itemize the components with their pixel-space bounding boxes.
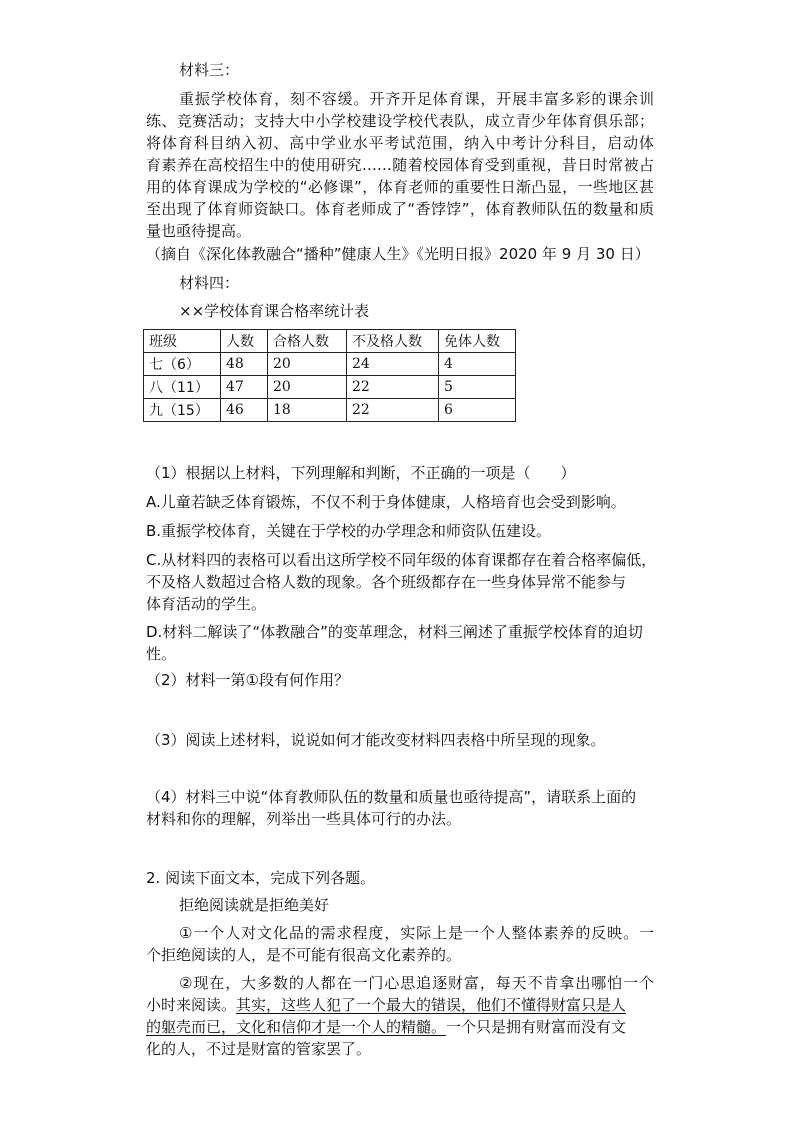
option-c-line-2: 不及格人数超过合格人数的现象。各个班级都存在一些身体异常不能参与 bbox=[146, 573, 627, 591]
pass-rate-table bbox=[143, 329, 516, 422]
material4-heading: 材料四： bbox=[179, 274, 240, 292]
table-row bbox=[144, 399, 516, 422]
column-header: 免体人数 bbox=[439, 330, 516, 353]
plain-text: 一个只是拥有财富而没有文 bbox=[446, 1018, 627, 1036]
question-2: （2）材料一第①段有何作用？ bbox=[146, 671, 349, 689]
table-cell: 20 bbox=[268, 353, 347, 376]
material3-line-1: 重振学校体育，刻不容缓。开齐开足体育课，开展丰富多彩的课余训 bbox=[179, 90, 654, 108]
question-4-line-1: （4）材料三中说“体育教师队伍的数量和质量也亟待提高”，请联系上面的 bbox=[146, 788, 637, 806]
paragraph-2-line-3 bbox=[146, 1016, 626, 1038]
option-c-line-1: C.从材料四的表格可以看出这所学校不同年级的体育课都存在着合格率偏低， bbox=[146, 551, 657, 569]
material3-line-2: 练、竞赛活动；支持大中小学校建设学校代表队，成立青少年体育俱乐部； bbox=[146, 112, 654, 130]
column-header: 班级 bbox=[144, 330, 221, 353]
plain-text: 小时来阅读。 bbox=[146, 996, 237, 1014]
underlined-text: 其实，这些人犯了一个最大的错误，他们不懂得财富只是人 bbox=[236, 996, 627, 1014]
table-cell: 20 bbox=[268, 376, 347, 399]
column-header: 不及格人数 bbox=[347, 330, 439, 353]
table-header-row bbox=[144, 330, 516, 353]
question-1: （1）根据以上材料，下列理解和判断，不正确的一项是（ ） bbox=[146, 464, 576, 482]
table-cell: 八（11） bbox=[144, 376, 221, 399]
option-d-line-1: D.材料二解读了“体教融合”的变革理念，材料三阐述了重振学校体育的迫切 bbox=[146, 623, 643, 641]
option-a: A.儿童若缺乏体育锻炼，不仅不利于身体健康，人格培育也会受到影响。 bbox=[146, 493, 626, 511]
material3-line-5: 用的体育课成为学校的“必修课”，体育老师的重要性日渐凸显，一些地区甚 bbox=[146, 178, 654, 196]
section2-instruction: 2. 阅读下面文本，完成下列各题。 bbox=[146, 869, 376, 887]
section2-title: 拒绝阅读就是拒绝美好 bbox=[179, 896, 330, 914]
table-cell: 22 bbox=[347, 399, 439, 422]
table-cell: 24 bbox=[347, 353, 439, 376]
question-3: （3）阅读上述材料，说说如何才能改变材料四表格中所呈现的现象。 bbox=[146, 731, 606, 749]
table-cell: 46 bbox=[221, 399, 268, 422]
material3-heading: 材料三： bbox=[179, 61, 240, 79]
question-4-line-2: 材料和你的理解，列举出一些具体可行的办法。 bbox=[146, 810, 462, 828]
option-b: B.重振学校体育，关键在于学校的办学理念和师资队伍建设。 bbox=[146, 522, 552, 540]
table-cell: 18 bbox=[268, 399, 347, 422]
table-cell: 七（6） bbox=[144, 353, 221, 376]
table-cell: 4 bbox=[439, 353, 516, 376]
column-header: 合格人数 bbox=[268, 330, 347, 353]
material3-line-7: 量也亟待提高。 bbox=[146, 222, 252, 240]
paragraph-2-line-1: ②现在，大多数的人都在一门心思追逐财富，每天不肯拿出哪怕一个 bbox=[179, 974, 654, 992]
table-row bbox=[144, 353, 516, 376]
material3-line-6: 至出现了体育师资缺口。体育老师成了“香饽饽”，体育教师队伍的数量和质 bbox=[146, 200, 654, 218]
paragraph-2-line-2 bbox=[146, 994, 626, 1016]
table-row bbox=[144, 376, 516, 399]
paragraph-1-line-1: ①一个人对文化品的需求程度，实际上是一个人整体素养的反映。一 bbox=[179, 924, 654, 942]
option-d-line-2: 性。 bbox=[146, 645, 177, 663]
material3-source: （摘自《深化体教融合“播种”健康人生》《光明日报》2020 年 9 月 30 日） bbox=[146, 245, 650, 263]
material3-line-4: 育素养在高校招生中的使用研究……随着校园体育受到重视，昔日时常被占 bbox=[146, 156, 654, 174]
option-c-line-3: 体育活动的学生。 bbox=[146, 595, 267, 613]
table-cell: 22 bbox=[347, 376, 439, 399]
material3-line-3: 将体育科目纳入初、高中学业水平考试范围，纳入中考计分科目，启动体 bbox=[146, 134, 654, 152]
table-cell: 5 bbox=[439, 376, 516, 399]
table-cell: 47 bbox=[221, 376, 268, 399]
table-cell: 48 bbox=[221, 353, 268, 376]
paragraph-1-line-2: 个拒绝阅读的人，是不可能有很高文化素养的。 bbox=[146, 946, 462, 964]
table-cell: 九（15） bbox=[144, 399, 221, 422]
table-title: ××学校体育课合格率统计表 bbox=[179, 302, 370, 320]
column-header: 人数 bbox=[221, 330, 268, 353]
paragraph-2-line-4: 化的人，不过是财富的管家罢了。 bbox=[146, 1040, 372, 1058]
table-cell: 6 bbox=[439, 399, 516, 422]
underlined-text: 的躯壳而已，文化和信仰才是一个人的精髓。 bbox=[146, 1018, 447, 1036]
